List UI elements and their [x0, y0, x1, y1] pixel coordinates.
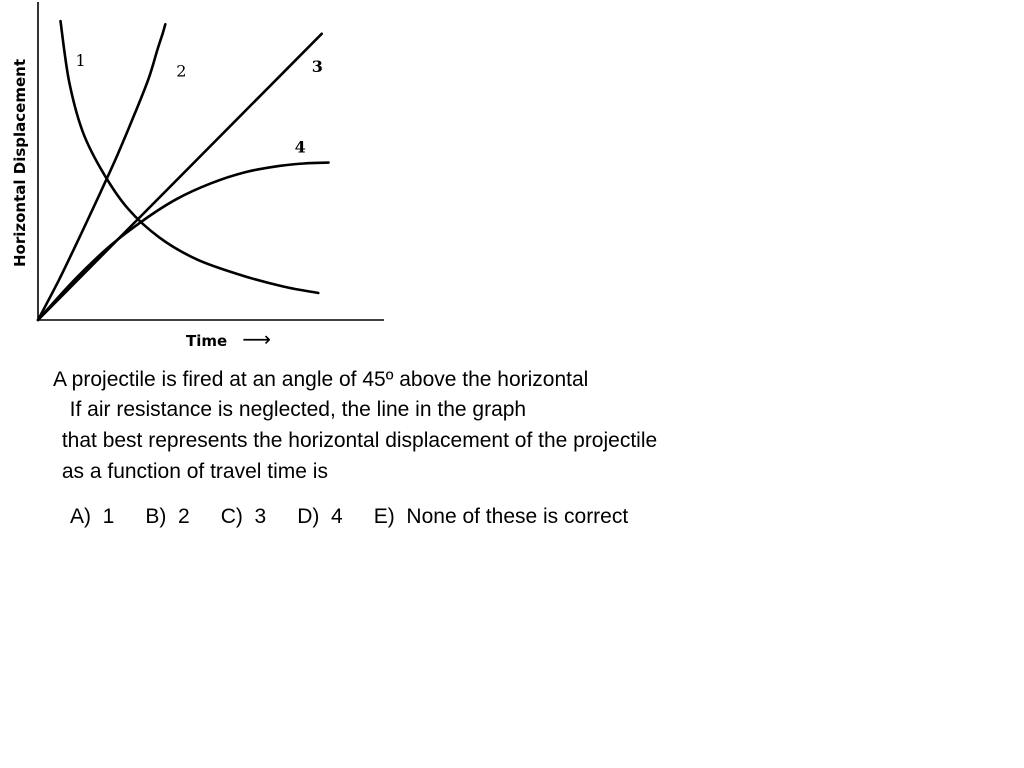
curve-label-layer: [76, 51, 323, 157]
choice-a[interactable]: A) 1: [70, 505, 115, 528]
curve-label-2: 2: [176, 61, 187, 81]
y-axis-label: Horizontal Displacement: [11, 58, 29, 268]
x-axis-label: [186, 327, 271, 351]
question-line-4: as a function of travel time is: [56, 460, 328, 483]
curve-label-3: 3: [311, 56, 323, 76]
answer-choices: [70, 505, 659, 529]
curve-label-1: 1: [75, 51, 86, 71]
choice-e[interactable]: E) None of these is correct: [373, 505, 629, 528]
x-axis-arrow: ⟶: [242, 327, 272, 351]
question-line-1: A projectile is fired at an angle of 45º above the horizontal: [53, 368, 589, 391]
choice-d[interactable]: D) 4: [297, 505, 343, 528]
question-line-2: If air resistance is neglected, the line in the graph: [58, 398, 527, 421]
displacement-time-chart: [0, 0, 400, 360]
x-axis-label-text: Time: [186, 332, 228, 350]
curve-label-4: 4: [294, 137, 306, 157]
question-line-3: that best represents the horizontal displacement of the projectile: [56, 429, 658, 452]
series-line-1: [61, 21, 319, 293]
choice-b[interactable]: B) 2: [145, 505, 190, 528]
choice-c[interactable]: C) 3: [220, 505, 267, 528]
series-line-4: [38, 163, 329, 320]
